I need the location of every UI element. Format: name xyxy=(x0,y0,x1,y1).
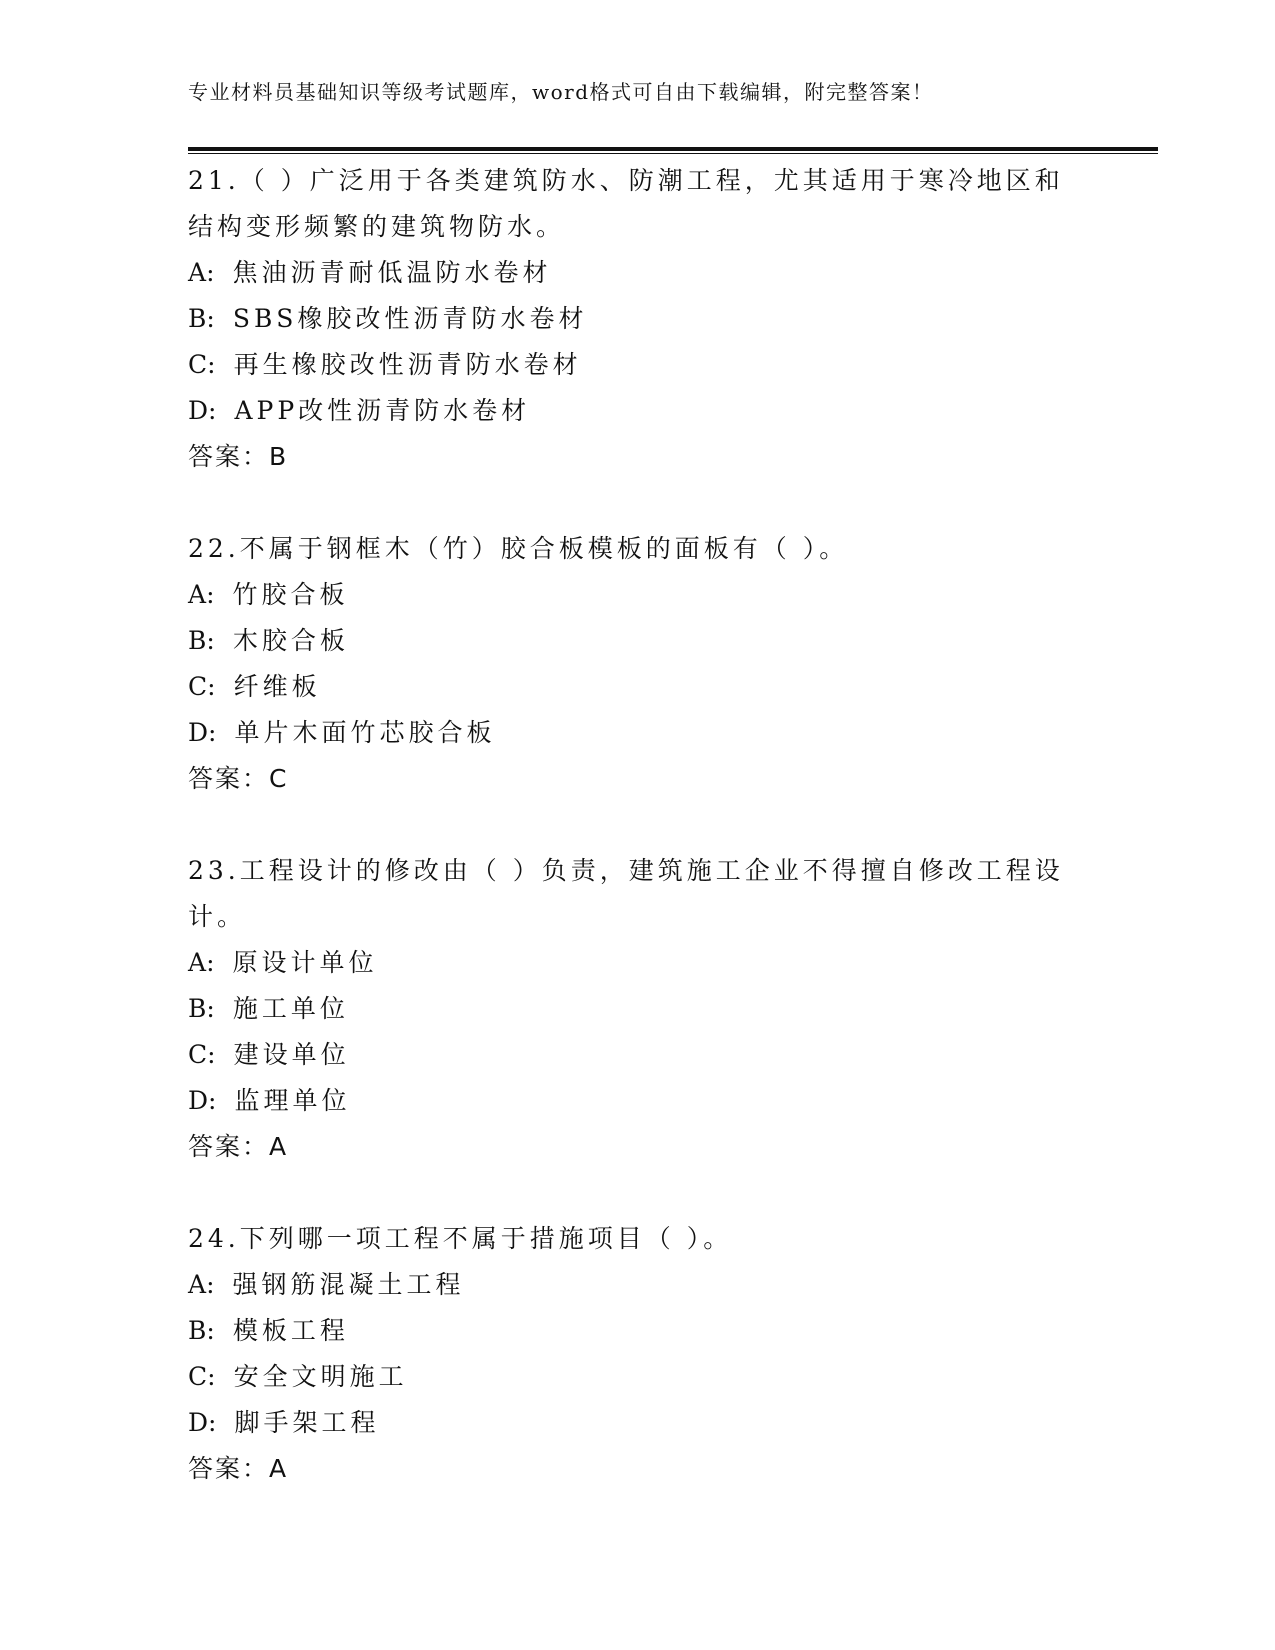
answer-label: 答案：B xyxy=(188,442,289,471)
option-b: B: 模板工程 xyxy=(188,1316,349,1345)
option-d: D: 监理单位 xyxy=(188,1086,351,1115)
header-rule-thin xyxy=(188,153,1158,154)
option-a: A: 竹胶合板 xyxy=(188,580,349,609)
option-a: A: 原设计单位 xyxy=(188,948,378,977)
option-c: C: 建设单位 xyxy=(188,1040,350,1069)
question-list xyxy=(188,158,1068,1538)
answer-label: 答案：A xyxy=(188,1132,289,1161)
question-text: 21.（ ）广泛用于各类建筑防水、防潮工程，尤其适用于寒冷地区和 xyxy=(188,166,1064,195)
answer-label: 答案：C xyxy=(188,764,289,793)
option-a: A: 焦油沥青耐低温防水卷材 xyxy=(188,258,552,287)
option-c: C: 再生橡胶改性沥青防水卷材 xyxy=(188,350,582,379)
question-22 xyxy=(188,526,1068,802)
option-a: A: 强钢筋混凝土工程 xyxy=(188,1270,465,1299)
page-header: 专业材料员基础知识等级考试题库，word格式可自由下载编辑，附完整答案！ xyxy=(188,80,934,104)
question-text: 24.下列哪一项工程不属于措施项目（ ）。 xyxy=(188,1224,733,1253)
option-c: C: 纤维板 xyxy=(188,672,321,701)
option-b: B: SBS橡胶改性沥青防水卷材 xyxy=(188,304,588,333)
question-text: 22.不属于钢框木（竹）胶合板模板的面板有（ ）。 xyxy=(188,534,849,563)
question-24 xyxy=(188,1216,1068,1492)
question-text: 结构变形频繁的建筑物防水。 xyxy=(188,212,566,241)
option-c: C: 安全文明施工 xyxy=(188,1362,408,1391)
question-23 xyxy=(188,848,1068,1170)
option-d: D: 单片木面竹芯胶合板 xyxy=(188,718,496,747)
question-21 xyxy=(188,158,1068,480)
question-text: 计。 xyxy=(188,902,247,931)
option-b: B: 施工单位 xyxy=(188,994,349,1023)
option-d: D: APP改性沥青防水卷材 xyxy=(188,396,531,425)
option-b: B: 木胶合板 xyxy=(188,626,349,655)
header-rule-thick xyxy=(188,147,1158,151)
answer-label: 答案：A xyxy=(188,1454,289,1483)
option-d: D: 脚手架工程 xyxy=(188,1408,380,1437)
question-text: 23.工程设计的修改由（ ）负责，建筑施工企业不得擅自修改工程设 xyxy=(188,856,1064,885)
